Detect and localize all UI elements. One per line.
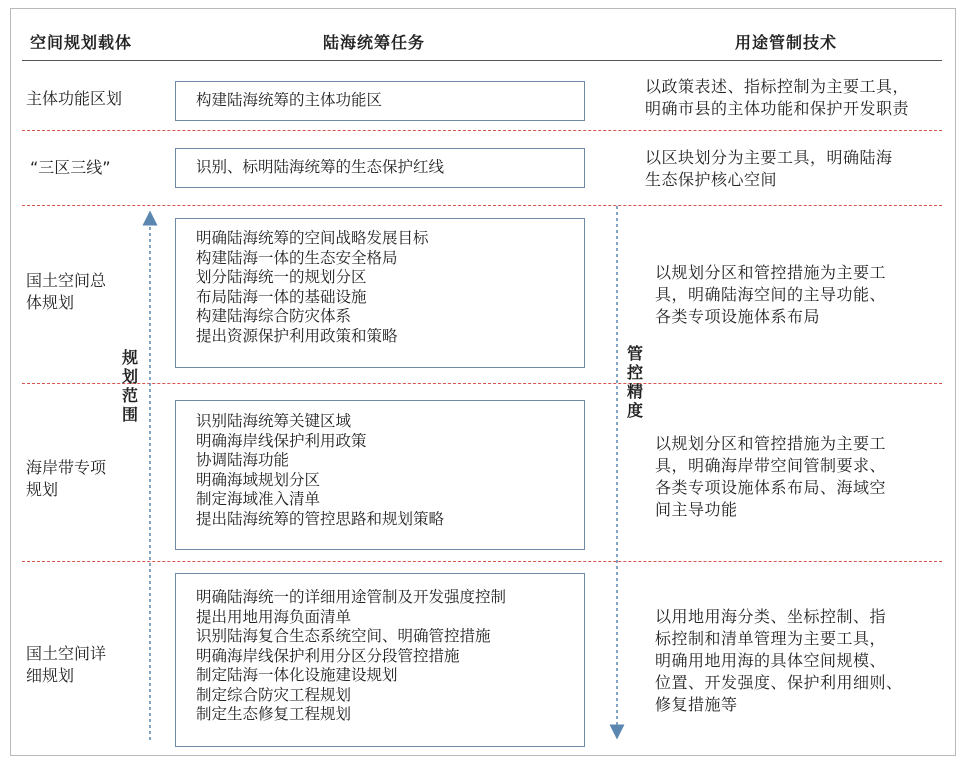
technique-line: 各类专项设施体系布局: [655, 307, 821, 326]
precision-axis-label: 管控精度: [626, 344, 643, 420]
technique-line: 明确市县的主体功能和保护开发职责: [645, 99, 910, 118]
technique-line: 修复措施等: [655, 695, 738, 714]
technique-line: 位置、开发强度、保护利用细则、: [655, 673, 903, 692]
task-line: 明确陆海统筹的空间战略发展目标: [196, 229, 429, 247]
technique-line: 以规划分区和管控措施为主要工: [655, 263, 887, 282]
task-line: 提出陆海统筹的管控思路和规划策略: [196, 509, 445, 528]
technique-line: 各类专项设施体系布局、海域空: [655, 478, 887, 497]
task-line: 构建陆海一体的生态安全格局: [196, 248, 398, 267]
technique-line: 生态保护核心空间: [645, 170, 778, 189]
technique-line: 标控制和清单管理为主要工具，: [655, 629, 887, 648]
task-line: 识别陆海复合生态系统空间、明确管控措施: [196, 627, 491, 645]
task-line: 布局陆海一体的基础设施: [196, 287, 367, 306]
task-line: 制定陆海一体化设施建设规划: [196, 666, 398, 684]
task-line: 明确海岸线保护利用分区分段管控措施: [196, 646, 460, 665]
technique-line: 间主导功能: [655, 500, 738, 519]
header-technique: 用途管制技术: [735, 33, 838, 52]
header-tasks: 陆海统筹任务: [323, 33, 426, 52]
task-line: 提出用地用海负面清单: [196, 607, 352, 626]
technique-line: 明确用地用海的具体空间规模、: [655, 651, 887, 670]
carrier-line: 体规划: [26, 293, 75, 312]
technique-line: 以政策表述、指标控制为主要工具，: [645, 77, 910, 96]
technique-line: 以用地用海分类、坐标控制、指: [655, 607, 887, 626]
carrier-line: 海岸带专项: [26, 458, 107, 477]
task-line: 提出资源保护利用政策和策略: [196, 326, 398, 345]
carrier-line: 主体功能区划: [26, 89, 123, 108]
carrier-line: 细规划: [26, 666, 75, 685]
technique-line: 具，明确海岸带空间管制要求、: [655, 456, 887, 475]
carrier-line: 国土空间总: [26, 271, 107, 290]
task-line: 构建陆海综合防灾体系: [196, 307, 352, 325]
carrier-line: “三区三线”: [30, 158, 111, 177]
task-line: 协调陆海功能: [196, 451, 290, 469]
technique-line: 以规划分区和管控措施为主要工: [655, 434, 887, 453]
task-line: 识别陆海统筹关键区域: [196, 412, 352, 430]
header-carrier: 空间规划载体: [30, 33, 133, 52]
technique-line: 具，明确陆海空间的主导功能、: [655, 285, 887, 304]
carrier-line: 规划: [26, 480, 59, 499]
task-line: 构建陆海统筹的主体功能区: [196, 91, 383, 109]
task-line: 划分陆海统一的规划分区: [196, 268, 367, 286]
task-line: 制定综合防灾工程规划: [196, 685, 352, 704]
task-line: 明确陆海统一的详细用途管制及开发强度控制: [196, 588, 507, 606]
task-line: 制定海域准入清单: [196, 490, 321, 508]
scope-axis-label: 规划范围: [121, 348, 138, 424]
technique-line: 以区块划分为主要工具，明确陆海: [645, 148, 893, 167]
task-line: 识别、标明陆海统筹的生态保护红线: [196, 158, 445, 176]
task-line: 制定生态修复工程规划: [196, 705, 352, 723]
carrier-line: 国土空间详: [26, 644, 107, 663]
task-line: 明确海岸线保护利用政策: [196, 431, 367, 450]
task-line: 明确海域规划分区: [196, 470, 321, 489]
